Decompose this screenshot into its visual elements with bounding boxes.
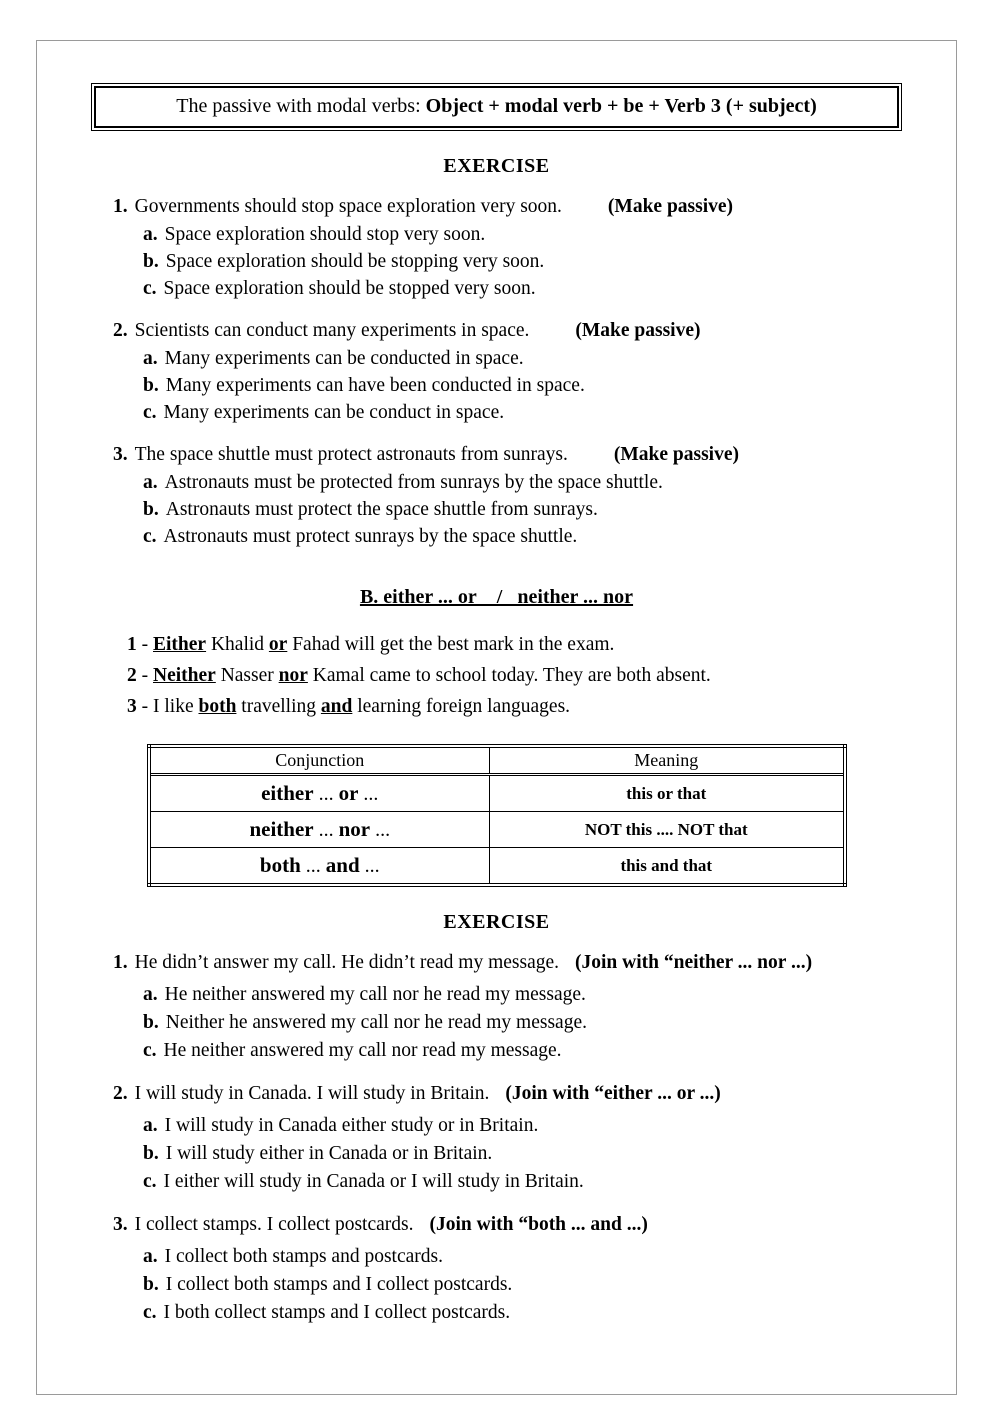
- question: [37, 1211, 956, 1327]
- option-text: He neither answered my call nor read my message.: [163, 1040, 562, 1061]
- question-line: [37, 1211, 956, 1239]
- option-text: Many experiments can be conducted in space.: [164, 348, 524, 369]
- option: [37, 345, 956, 372]
- meaning-cell: this or that: [490, 775, 845, 812]
- title-box: [91, 83, 902, 131]
- option-letter: a.: [143, 984, 158, 1005]
- option: [37, 1112, 956, 1140]
- question: [37, 317, 956, 426]
- option-text: Neither he answered my call nor he read my message.: [165, 1012, 587, 1033]
- option-letter: b.: [143, 1143, 159, 1164]
- question: [37, 441, 956, 550]
- exercise-section-passive: [37, 155, 956, 550]
- question-line: [37, 949, 956, 977]
- exercise2-title: EXERCISE: [443, 911, 550, 933]
- table-header-meaning: Meaning: [490, 746, 845, 775]
- option-letter: a.: [143, 1246, 158, 1267]
- option-text: Many experiments can have been conducted in space.: [165, 375, 585, 396]
- option: [37, 523, 956, 550]
- option: [37, 981, 956, 1009]
- option-letter: b.: [143, 375, 159, 396]
- question-note: (Make passive): [613, 444, 739, 465]
- option: [37, 1009, 956, 1037]
- table-row: [149, 775, 845, 812]
- examples-list: [37, 629, 956, 722]
- section-b-title: B. either ... or / neither ... nor: [359, 586, 634, 608]
- question-text: Scientists can conduct many experiments in space.: [134, 320, 530, 341]
- question-number: 2.: [113, 1083, 128, 1104]
- question-note: (Join with “neither ... nor ...): [575, 952, 813, 973]
- table-row: [149, 812, 845, 848]
- example-sentence: 1 - Either Khalid or Fahad will get the best mark in the exam.: [127, 634, 615, 655]
- option-letter: b.: [143, 251, 159, 272]
- question-text: I collect stamps. I collect postcards.: [134, 1214, 414, 1235]
- conjunction-cell: neither ... nor ...: [149, 812, 490, 848]
- option-letter: c.: [143, 526, 157, 547]
- option-text: Space exploration should be stopping very soon.: [165, 251, 545, 272]
- option-text: I both collect stamps and I collect postcards.: [163, 1302, 511, 1323]
- question-note: (Make passive): [607, 196, 734, 217]
- question-text: I will study in Canada. I will study in Britain.: [134, 1083, 490, 1104]
- conjunction-cell: either ... or ...: [149, 775, 490, 812]
- question-number: 1.: [113, 196, 128, 217]
- question-line: [37, 441, 956, 469]
- option-letter: c.: [143, 1171, 157, 1192]
- option-letter: a.: [143, 348, 158, 369]
- title-formula: Object + modal verb + be + Verb 3 (+ subject): [425, 95, 817, 117]
- question: [37, 193, 956, 302]
- option-text: I collect both stamps and postcards.: [164, 1246, 443, 1267]
- option-letter: a.: [143, 1115, 158, 1136]
- option-text: I will study in Canada either study or in Britain.: [164, 1115, 539, 1136]
- question-number: 2.: [113, 320, 128, 341]
- option: [37, 1271, 956, 1299]
- title-prefix: The passive with modal verbs:: [176, 95, 426, 117]
- question-number: 1.: [113, 952, 128, 973]
- meaning-cell: this and that: [490, 848, 845, 886]
- conjunction-table: [147, 744, 847, 887]
- question-note: (Make passive): [575, 320, 701, 341]
- option: [37, 1037, 956, 1065]
- option: [37, 399, 956, 426]
- option: [37, 275, 956, 302]
- question-text: The space shuttle must protect astronauts from sunrays.: [134, 444, 568, 465]
- meaning-cell: NOT this .... NOT that: [490, 812, 845, 848]
- question-text: Governments should stop space exploration very soon.: [134, 196, 562, 217]
- option-letter: b.: [143, 1012, 159, 1033]
- option-letter: b.: [143, 1274, 159, 1295]
- option-letter: c.: [143, 1040, 157, 1061]
- option-letter: b.: [143, 499, 159, 520]
- option: [37, 372, 956, 399]
- question-note: (Join with “either ... or ...): [505, 1083, 721, 1104]
- option: [37, 469, 956, 496]
- option-letter: a.: [143, 224, 158, 245]
- option-text: Space exploration should stop very soon.: [164, 224, 486, 245]
- question-number: 3.: [113, 444, 128, 465]
- worksheet-page: [36, 40, 957, 1395]
- option-text: Many experiments can be conduct in space.: [163, 402, 505, 423]
- exercise-section-conjunctions: [37, 911, 956, 1327]
- option: [37, 1243, 956, 1271]
- question: [37, 949, 956, 1065]
- table-header-conjunction: Conjunction: [149, 746, 490, 775]
- option-text: Astronauts must protect the space shuttle from sunrays.: [165, 499, 598, 520]
- option: [37, 496, 956, 523]
- option-text: Astronauts must be protected from sunrays by the space shuttle.: [164, 472, 663, 493]
- title-box-text: [94, 86, 899, 128]
- option-text: I collect both stamps and I collect postcards.: [165, 1274, 513, 1295]
- question-note: (Join with “both ... and ...): [429, 1214, 648, 1235]
- option-letter: c.: [143, 402, 157, 423]
- table-row: [149, 848, 845, 886]
- option-text: Astronauts must protect sunrays by the space shuttle.: [163, 526, 578, 547]
- option-text: I either will study in Canada or I will study in Britain.: [163, 1171, 584, 1192]
- option: [37, 248, 956, 275]
- option-letter: c.: [143, 278, 157, 299]
- question-line: [37, 193, 956, 221]
- option: [37, 1299, 956, 1327]
- question-line: [37, 317, 956, 345]
- section-either-neither: [37, 586, 956, 887]
- option-text: I will study either in Canada or in Britain.: [165, 1143, 493, 1164]
- option-letter: a.: [143, 472, 158, 493]
- question-line: [37, 1080, 956, 1108]
- question-text: He didn’t answer my call. He didn’t read my message.: [134, 952, 559, 973]
- option-text: He neither answered my call nor he read my message.: [164, 984, 586, 1005]
- example-sentence: 2 - Neither Nasser nor Kamal came to school today. They are both absent.: [127, 665, 711, 686]
- question: [37, 1080, 956, 1196]
- exercise1-title: EXERCISE: [443, 155, 550, 177]
- example-sentence: 3 - I like both travelling and learning foreign languages.: [127, 696, 571, 717]
- conjunction-cell: both ... and ...: [149, 848, 490, 886]
- option: [37, 221, 956, 248]
- option: [37, 1140, 956, 1168]
- question-number: 3.: [113, 1214, 128, 1235]
- option-letter: c.: [143, 1302, 157, 1323]
- table-header-row: [149, 746, 845, 775]
- option: [37, 1168, 956, 1196]
- option-text: Space exploration should be stopped very soon.: [163, 278, 536, 299]
